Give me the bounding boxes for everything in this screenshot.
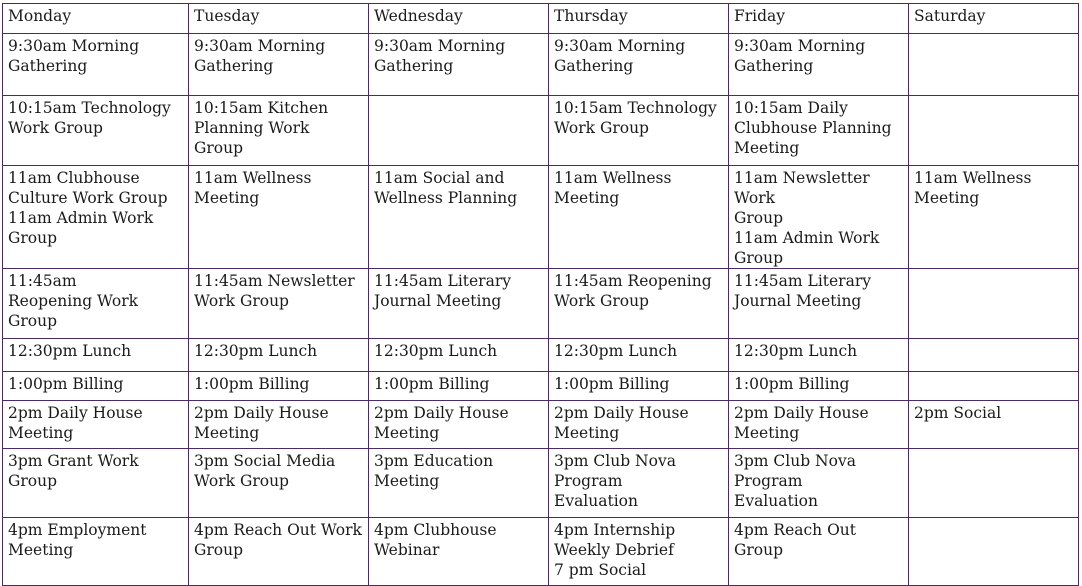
schedule-cell: 11:45am Newsletter Work Group — [189, 269, 369, 339]
schedule-cell: 9:30am Morning Gathering — [369, 34, 549, 96]
table-row — [3, 34, 1079, 96]
schedule-cell: 11:45am Literary Journal Meeting — [369, 269, 549, 339]
weekly-schedule-table — [2, 3, 1079, 586]
schedule-cell: 3pm Education Meeting — [369, 449, 549, 518]
schedule-cell: 11:45am Literary Journal Meeting — [729, 269, 909, 339]
schedule-cell: 10:15am Technology Work Group — [549, 96, 729, 166]
schedule-cell: 11am Wellness Meeting — [189, 166, 369, 269]
schedule-cell: 11:45am Reopening Work Group — [3, 269, 189, 339]
schedule-cell — [909, 269, 1079, 339]
schedule-cell: 10:15am Daily Clubhouse Planning Meeting — [729, 96, 909, 166]
schedule-cell: 11am Wellness Meeting — [549, 166, 729, 269]
day-header-row — [3, 4, 1079, 34]
schedule-cell: 11am Social and Wellness Planning — [369, 166, 549, 269]
schedule-cell — [369, 96, 549, 166]
schedule-cell: 4pm Employment Meeting — [3, 518, 189, 586]
schedule-cell: 2pm Social — [909, 401, 1079, 449]
schedule-cell: 2pm Daily House Meeting — [549, 401, 729, 449]
schedule-cell: 2pm Daily House Meeting — [729, 401, 909, 449]
schedule-cell: 1:00pm Billing — [189, 372, 369, 401]
schedule-cell — [909, 96, 1079, 166]
table-row — [3, 372, 1079, 401]
schedule-cell: 12:30pm Lunch — [549, 339, 729, 372]
day-header-wednesday: Wednesday — [369, 4, 549, 34]
day-header-friday: Friday — [729, 4, 909, 34]
schedule-cell: 4pm Clubhouse Webinar — [369, 518, 549, 586]
table-row — [3, 269, 1079, 339]
day-header-thursday: Thursday — [549, 4, 729, 34]
schedule-cell: 4pm Reach Out Group — [729, 518, 909, 586]
schedule-cell: 1:00pm Billing — [549, 372, 729, 401]
schedule-cell: 12:30pm Lunch — [369, 339, 549, 372]
schedule-cell — [909, 34, 1079, 96]
schedule-cell: 1:00pm Billing — [3, 372, 189, 401]
schedule-cell: 10:15am Kitchen Planning Work Group — [189, 96, 369, 166]
schedule-cell: 3pm Club Nova Program Evaluation — [729, 449, 909, 518]
table-row — [3, 449, 1079, 518]
schedule-cell — [909, 449, 1079, 518]
schedule-cell: 2pm Daily House Meeting — [3, 401, 189, 449]
table-row — [3, 166, 1079, 269]
schedule-cell: 11am Newsletter Work Group 11am Admin Work Group — [729, 166, 909, 269]
schedule-cell: 9:30am Morning Gathering — [729, 34, 909, 96]
schedule-cell: 9:30am Morning Gathering — [3, 34, 189, 96]
day-header-tuesday: Tuesday — [189, 4, 369, 34]
day-header-saturday: Saturday — [909, 4, 1079, 34]
schedule-cell: 4pm Reach Out Work Group — [189, 518, 369, 586]
schedule-cell: 12:30pm Lunch — [3, 339, 189, 372]
schedule-cell — [909, 518, 1079, 586]
table-row — [3, 339, 1079, 372]
schedule-cell: 4pm Internship Weekly Debrief 7 pm Social — [549, 518, 729, 586]
schedule-cell: 12:30pm Lunch — [729, 339, 909, 372]
schedule-cell: 1:00pm Billing — [369, 372, 549, 401]
schedule-cell — [909, 372, 1079, 401]
table-row — [3, 401, 1079, 449]
schedule-cell: 2pm Daily House Meeting — [369, 401, 549, 449]
schedule-cell: 1:00pm Billing — [729, 372, 909, 401]
schedule-cell: 12:30pm Lunch — [189, 339, 369, 372]
schedule-cell — [909, 339, 1079, 372]
schedule-cell: 2pm Daily House Meeting — [189, 401, 369, 449]
schedule-cell: 11am Clubhouse Culture Work Group 11am Admin Work Group — [3, 166, 189, 269]
schedule-cell: 10:15am Technology Work Group — [3, 96, 189, 166]
schedule-cell: 9:30am Morning Gathering — [549, 34, 729, 96]
schedule-cell: 3pm Club Nova Program Evaluation — [549, 449, 729, 518]
schedule-cell: 11am Wellness Meeting — [909, 166, 1079, 269]
schedule-cell: 3pm Social Media Work Group — [189, 449, 369, 518]
table-row — [3, 518, 1079, 586]
schedule-cell: 3pm Grant Work Group — [3, 449, 189, 518]
schedule-cell: 9:30am Morning Gathering — [189, 34, 369, 96]
table-row — [3, 96, 1079, 166]
day-header-monday: Monday — [3, 4, 189, 34]
schedule-cell: 11:45am Reopening Work Group — [549, 269, 729, 339]
